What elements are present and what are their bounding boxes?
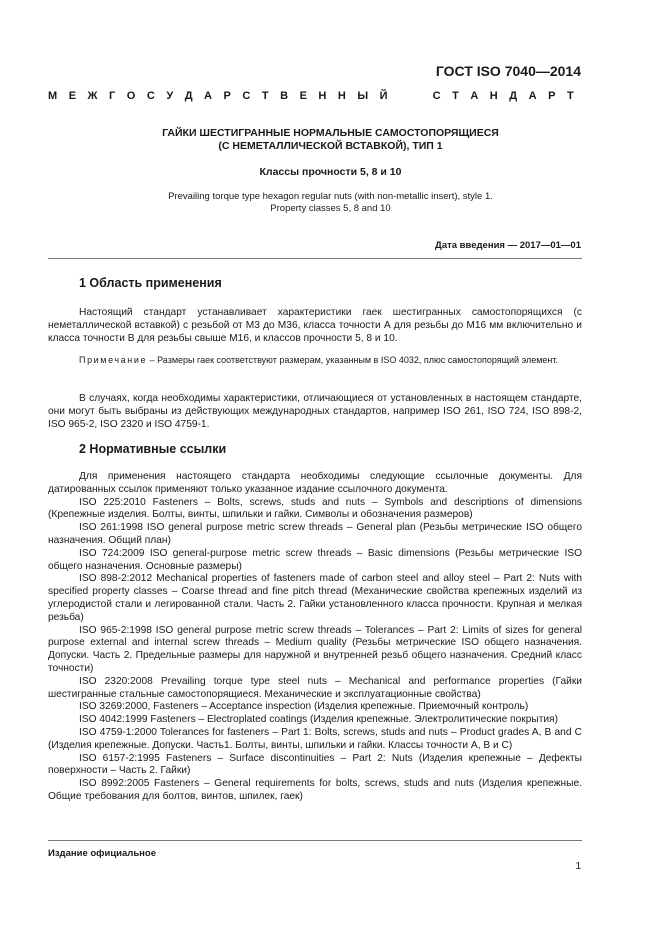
banner-letter: Ы — [357, 90, 369, 102]
introduction-date: Дата введения — 2017—01—01 — [435, 240, 581, 251]
banner-letter: С — [146, 90, 155, 102]
reference-item: ISO 225:2010 Fasteners – Bolts, screws, studs and nuts – Symbols and descriptions of dimensions (Крепежные изделия. Болты, винты, шпильки и гайки. Символы и обозначения размеров) — [48, 496, 582, 521]
section-1-paragraph-2 — [48, 393, 582, 431]
section-1-heading: 1 Область применения — [79, 276, 222, 290]
title-ru-line-1: ГАЙКИ ШЕСТИГРАННЫЕ НОРМАЛЬНЫЕ САМОСТОПОРЯЩИЕСЯ — [162, 127, 499, 139]
banner-letter: М — [48, 90, 58, 102]
reference-item: ISO 6157-2:1995 Fasteners – Surface discontinuities – Part 2: Nuts (Изделия крепежные – Дефекты поверхности – Часть 2. Гайки) — [48, 752, 582, 777]
banner-letter: Е — [68, 90, 77, 102]
banner-letter: С — [242, 90, 251, 102]
title-en-line-2: Property classes 5, 8 and 10 — [270, 203, 391, 214]
paragraph-text: В случаях, когда необходимы характеристики, отличающиеся от установленных в настоящем стандарте, они могут быть выбраны из действующих международных стандартов, например ISO 261, ISO 724, ISO 898-2, ISO 965-2, ISO 2320 и ISO 4759-1. — [48, 393, 582, 430]
note-text: – Размеры гаек соответствуют размерам, указанным в ISO 4032, плюс самостопорящий элемент. — [147, 355, 559, 365]
paragraph-text: Настоящий стандарт устанавливает характеристики гаек шестигранных самостопорящихся (с неметаллической вставкой) с резьбой от М3 до М36, класса точности А для резьбы до М16 мм включительно и класса точности В для резьбы свыше М16, и классов прочности 5, 8 и 10. — [48, 307, 582, 344]
normative-references-list — [48, 471, 582, 804]
footer-divider — [48, 840, 582, 841]
banner-letter: А — [470, 90, 479, 102]
banner-letter: Т — [566, 90, 574, 102]
banner-letter: В — [280, 90, 289, 102]
reference-item: ISO 261:1998 ISO general purpose metric screw threads – General plan (Резьбы метрические ISO общего назначения. Общий план) — [48, 522, 582, 546]
banner-letter: Р — [223, 90, 231, 102]
banner-letter: Е — [299, 90, 307, 102]
banner-letter: Н — [318, 90, 327, 102]
section-1-paragraph-1 — [48, 307, 582, 345]
banner-letter: У — [166, 90, 174, 102]
property-classes-title: Классы прочности 5, 8 и 10 — [259, 166, 402, 178]
banner-letter: А — [204, 90, 212, 102]
banner-letter: Н — [489, 90, 498, 102]
banner-letter: Т — [261, 90, 269, 102]
reference-item: ISO 8992:2005 Fasteners – General requirements for bolts, screws, studs and nuts (Изделия крепежные. Общие требования для болтов, винтов, шпилек, гаек) — [48, 778, 582, 802]
banner-letter: Г — [109, 90, 116, 102]
note-label: Примечание — [79, 355, 148, 365]
title-block — [0, 127, 661, 215]
reference-item: ISO 2320:2008 Prevailing torque type steel nuts – Mechanical and performance properties (Гайки шестигранные стальные самостопорящиеся. Механические и эксплуатационные свойства) — [48, 675, 582, 700]
title-ru-line-2: (С НЕМЕТАЛЛИЧЕСКОЙ ВСТАВКОЙ), ТИП 1 — [218, 140, 443, 152]
banner-letter: С — [432, 90, 441, 102]
section-1-note — [48, 354, 582, 367]
banner-letter: О — [126, 90, 136, 102]
banner-letter: Ж — [87, 90, 98, 102]
official-edition-label: Издание официальное — [48, 848, 156, 859]
reference-item: ISO 724:2009 ISO general-purpose metric screw threads – Basic dimensions (Резьбы метрические ISO общего назначения. Основные размеры) — [48, 547, 582, 572]
standard-code: ГОСТ ISO 7040—2014 — [435, 63, 581, 79]
banner-letter: Р — [548, 90, 556, 102]
banner-letter: Й — [379, 90, 388, 102]
banner-letter: Т — [452, 90, 459, 102]
interstate-standard-banner — [48, 90, 574, 102]
banner-letter: Д — [184, 90, 193, 102]
page-number: 1 — [575, 861, 581, 872]
reference-item: ISO 965-2:1998 ISO general purpose metric screw threads – Tolerances – Part 2: Limits of sizes for general purpose external and internal screw threads – Medium quality (Резьбы метрические ISO общего назначения. Допуски. Часть 2. Предельные размеры для наружной и внутренней резьб общего назначения. Средний класс точности) — [48, 624, 582, 674]
reference-item: ISO 4759-1:2000 Tolerances for fasteners – Part 1: Bolts, screws, studs and nuts – Product grades A, B and C (Изделия крепежные. Допуски. Часть1. Болты, винты, шпильки и гайки. Классы точности A, B и C) — [48, 726, 582, 751]
section-2-heading: 2 Нормативные ссылки — [79, 442, 227, 456]
title-en — [0, 191, 661, 215]
reference-item: ISO 3269:2000, Fasteners – Acceptance inspection (Изделия крепежные. Приемочный контроль) — [79, 701, 529, 713]
title-en-line-1: Prevailing torque type hexagon regular nuts (with non-metallic insert), style 1. — [168, 191, 493, 202]
banner-letter: Д — [509, 90, 518, 102]
header-divider — [48, 258, 582, 259]
banner-letter: А — [528, 90, 537, 102]
banner-letter: Н — [337, 90, 346, 102]
references-intro: Для применения настоящего стандарта необходимы следующие ссылочные документы. Для датированных ссылок применяют только указанное издание ссылочного документа. — [48, 471, 582, 495]
banner-gap — [399, 90, 421, 102]
reference-item: ISO 4042:1999 Fasteners – Electroplated coatings (Изделия крепежные. Электролитические покрытия) — [79, 714, 558, 726]
reference-item: ISO 898-2:2012 Mechanical properties of fasteners made of carbon steel and alloy steel – Part 2: Nuts with specified property classes – Coarse thread and fine pitch thread (Механические свойства крепежных изделий из углеродистой стали и легированной стали. Часть 2. Гайки установленного класса прочности. Крупная и мелкая резьба) — [48, 573, 582, 623]
